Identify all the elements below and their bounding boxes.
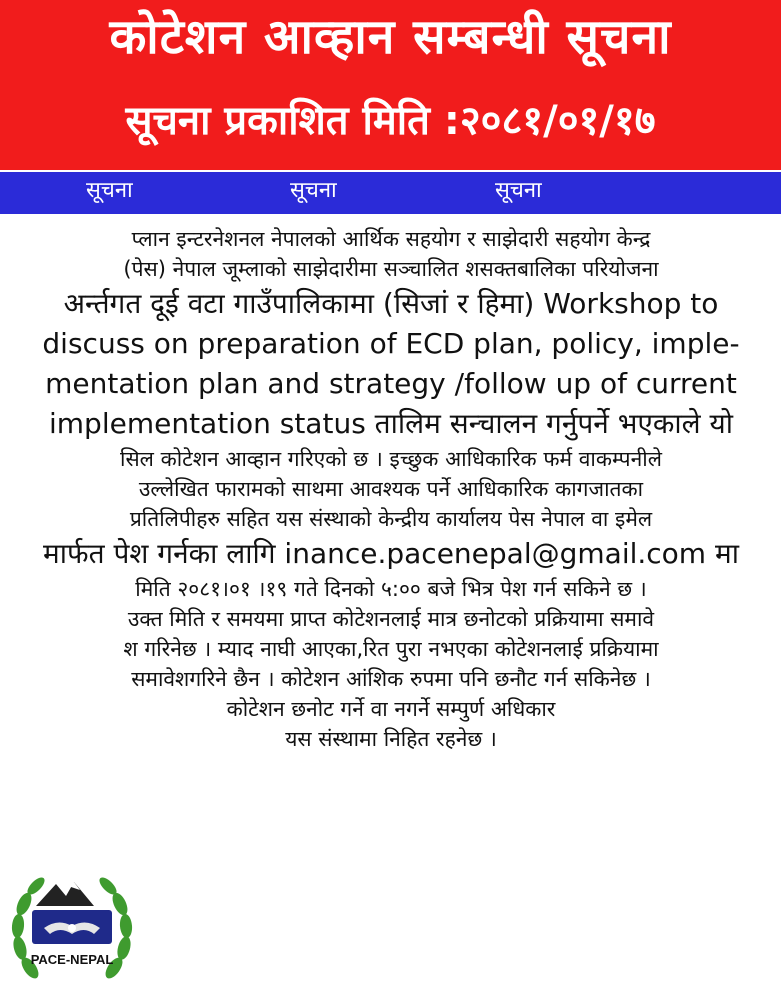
notice-banner xyxy=(0,170,781,214)
notice-title: कोटेशन आव्हान सम्बन्धी सूचना xyxy=(109,9,672,65)
body-line: implementation status तालिम सन्चालन गर्नुपर्ने भएकाले यो xyxy=(48,407,734,440)
notice-header xyxy=(0,0,781,170)
body-line: प्लान इन्टरनेशनल नेपालको आर्थिक सहयोग र साझेदारी सहयोग केन्द्र xyxy=(131,227,651,251)
pace-nepal-logo xyxy=(8,868,136,996)
notice-label-3: सूचना xyxy=(495,178,542,203)
body-line: कोटेशन छनोट गर्ने वा नगर्ने सम्पुर्ण अधिकार xyxy=(226,697,556,721)
body-line: उल्लेखित फारामको साथमा आवश्यक पर्ने आधिकारिक कागजातका xyxy=(138,477,644,501)
notice-label-2: सूचना xyxy=(290,178,337,203)
notice-body xyxy=(14,224,768,754)
publish-date: सूचना प्रकाशित मिति :२०८१/०१/१७ xyxy=(125,98,656,144)
body-line: सिल कोटेशन आव्हान गरिएको छ । इच्छुक आधिकारिक फर्म वाकम्पनीले xyxy=(120,447,662,471)
body-line: प्रतिलिपीहरु सहित यस संस्थाको केन्द्रीय कार्यालय पेस नेपाल वा इमेल xyxy=(129,507,653,531)
body-line: उक्त मिति र समयमा प्राप्त कोटेशनलाई मात्र छनोटको प्रक्रियामा समावे xyxy=(127,607,655,631)
logo-text: PACE-NEPAL xyxy=(30,952,114,967)
body-line: (पेस) नेपाल जूम्लाको साझेदारीमा सञ्चालित शसक्तबालिका परियोजना xyxy=(123,257,659,281)
mountain-icon xyxy=(36,882,94,906)
body-line: discuss on preparation of ECD plan, policy, imple- xyxy=(42,327,740,360)
handshake-icon xyxy=(44,922,100,934)
body-line-email: मार्फत पेश गर्नका लागि inance.pacenepal@gmail.com मा xyxy=(43,537,739,570)
body-line: यस संस्थामा निहित रहनेछ । xyxy=(285,727,497,751)
body-line: अर्न्तगत दूई वटा गाउँपालिकामा (सिजां र हिमा) Workshop to xyxy=(63,287,719,320)
body-line: mentation plan and strategy /follow up of current xyxy=(45,367,737,400)
notice-label-1: सूचना xyxy=(86,178,133,203)
body-line: श गरिनेछ । म्याद नाघी आएका,रित पुरा नभएका कोटेशनलाई प्रक्रियामा xyxy=(123,637,659,661)
body-line: समावेशगरिने छैन । कोटेशन आंशिक रुपमा पनि छनौट गर्न सकिनेछ । xyxy=(131,667,651,691)
body-line: मिति २०८१।०१ ।१९ गते दिनको ५:०० बजे भित्र पेश गर्न सकिने छ । xyxy=(135,577,647,601)
